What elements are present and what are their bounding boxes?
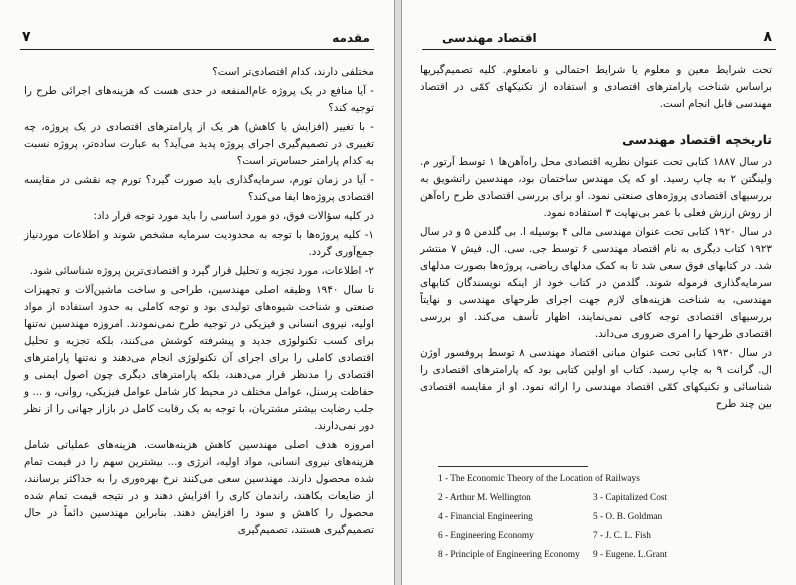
paragraph: مختلفی دارند، کدام اقتصادی‌تر است؟	[212, 66, 374, 78]
footnotes	[438, 470, 776, 565]
paragraph: در سال ۱۹۳۰ کتابی تحت عنوان مبانی اقتصاد مهندسی ۸ توسط پروفسور اوژن ال. گرانت ۹ به چاپ رسید. کتاب او اولین کتابی بود که پارامترهای اقتصادی را شناسائی و تکنیکهای کمّی اقتصاد مهندسی را ارائه نمود. او از مقایسه اقتصادی بین چند طرح	[420, 347, 772, 410]
section-heading: تاریخچه اقتصاد مهندسی	[622, 132, 772, 147]
paragraph: تحت شرایط معین و معلوم یا شرایط احتمالی و نامعلوم. کلیه تصمیم‌گیریها براساس شناخت پارامترهای اقتصادی و استفاده از تکنیکهای کمّی در اقتصاد مهندسی قابل انجام است.	[420, 64, 772, 110]
footnote: 5 - O. B. Goldman	[593, 512, 663, 522]
paragraph: در کلیه سؤالات فوق، دو مورد اساسی را باید مورد توجه قرار داد:	[93, 210, 374, 222]
footnote: 9 - Eugene. L.Grant	[593, 550, 668, 560]
paragraph: - آیا منافع در یک پروژه عام‌المنفعه در حدی هست که هزینه‌های اجرائی طرح را توجیه کند؟	[24, 85, 374, 114]
footnote: 7 - J. C. L. Fish	[593, 531, 651, 541]
footnote: 8 - Principle of Engineering Economy	[438, 550, 580, 560]
paragraph: ۲- اطلاعات، مورد تجزیه و تحلیل قرار گیرد و اقتصادی‌ترین پروژه شناسائی شود.	[29, 265, 374, 277]
page-number: ۸	[763, 29, 772, 45]
page-header	[422, 29, 776, 50]
footnote: 4 - Financial Engineering	[438, 512, 533, 522]
chapter-title: مقدمه	[332, 31, 370, 45]
left-page	[0, 0, 395, 585]
page-body	[24, 64, 374, 541]
page-header	[20, 29, 374, 50]
book-title: اقتصاد مهندسی	[442, 31, 537, 45]
paragraph: امروزه هدف اصلی مهندسین کاهش هزینه‌هاست. هزینه‌های عملیاتی شامل هزینه‌های نیروی انسانی، مواد اولیه، انرژی و... بیشترین سهم را در قیمت تمام شده محصول دارند. مهندسین سعی می‌کنند نرخ بهره‌وری را به حداکثر برسانند، از ضایعات بکاهند، راندمان کاری را افزایش دهند و در نتیجه قیمت تمام شده محصول را کاهش و سود را افزایش دهند. بنابراین مهندسین دائماً در حال تصمیم‌گیری هستند، تصمیم‌گیری	[24, 439, 374, 536]
page-body	[420, 62, 772, 415]
page-number: ۷	[22, 29, 31, 45]
paragraph: - با تغییر (افزایش یا کاهش) هر یک از پارامترهای اقتصادی در یک پروژه، چه تغییری در تصمیم‌گیری اجرای پروژه پدید می‌آید؟ به عبارت ساده‌تر، پروژه نسبت به کدام پارامتر حساس‌تر است؟	[24, 121, 374, 167]
paragraph: ۱- کلیه پروژه‌ها با توجه به محدودیت سرمایه مشخص شوند و اطلاعات موردنیاز جمع‌آوری گردد.	[24, 229, 374, 258]
paragraph: تا سال ۱۹۴۰ وظیفه اصلی مهندسین، طراحی و ساخت ماشین‌آلات و تجهیزات صنعتی و شناخت شیوه‌های تولیدی بود و توجه کاملی به حدود استفاده از مواد اولیه، نیروی انسانی و فیزیکی در توجیه طرح نمی‌نمودند. امروزه مهندسین نه‌تنها برای کسب تکنولوژی جدید و پیشرفته کوشش می‌کنند، بلکه تجزیه و تحلیل اقتصادی کاملی را برای اجرای آن تکنولوژی انجام می‌دهند و نه‌تنها پارامترهای اقتصادی را مدنظر قرار می‌دهند، بلکه پارامترهای دیگری چون اصول ایمنی و حفاظت پرسنل، عوامل مختلف در محیط کار شامل عوامل فیزیکی، روانی، و ... و جلب رضایت بیشتر مشتریان، با توجه به یک رقابت کامل در بازار جهانی را از نظر دور نمی‌دارند.	[24, 284, 374, 432]
footnote: 3 - Capitalized Cost	[593, 493, 668, 503]
right-page	[401, 0, 796, 585]
paragraph: در سال ۱۹۲۰ کتابی تحت عنوان مهندسی مالی ۴ بوسیله ا. بی گلدمن ۵ و در سال ۱۹۲۳ کتاب دیگری به نام اقتصاد مهندسی ۶ توسط جی. سی. ال. فیش ۷ منتشر شد. در کتابهای فوق سعی شد تا به کمک مدلهای ریاضی، پروژه‌ها بصورت مدلهای سرمایه‌گذاری فرموله شوند. گلدمن در کتاب خود از اینکه نویسندگان کتابهای مهندسی، به شناخت هزینه‌های لازم جهت اجرای طرحهای مهندسی و نهایتاً بررسیهای اقتصادی توجه کافی نمی‌نمایند، اظهار تأسف می‌کند. او بررسی اقتصادی طرحها را امری ضروری می‌داند.	[420, 226, 772, 340]
footnote-divider	[438, 466, 588, 467]
paragraph: در سال ۱۸۸۷ کتابی تحت عنوان نظریه اقتصادی محل راه‌آهن‌ها ۱ توسط آرتور م. ولینگتن ۲ به چاپ رسید. او که یک مهندس ساختمان بود، مهندسین راتشویق به بررسیهای اقتصادی پروژه‌های صنعتی نمود. او برای بررسی اقتصادی طرح راه‌آهن از روش ارزش فعلی با عمر بی‌نهایت ۳ استفاده نمود.	[420, 156, 772, 219]
footnote: 6 - Engineering Economy	[438, 531, 534, 541]
footnote: 2 - Arthur M. Wellington	[438, 493, 531, 503]
paragraph: - آیا در زمان تورم، سرمایه‌گذاری باید صورت گیرد؟ تورم چه نقشی در مقایسه اقتصادی پروژه‌ها ایفا می‌کند؟	[24, 174, 374, 203]
footnote: 1 - The Economic Theory of the Location of Railways	[438, 474, 640, 484]
